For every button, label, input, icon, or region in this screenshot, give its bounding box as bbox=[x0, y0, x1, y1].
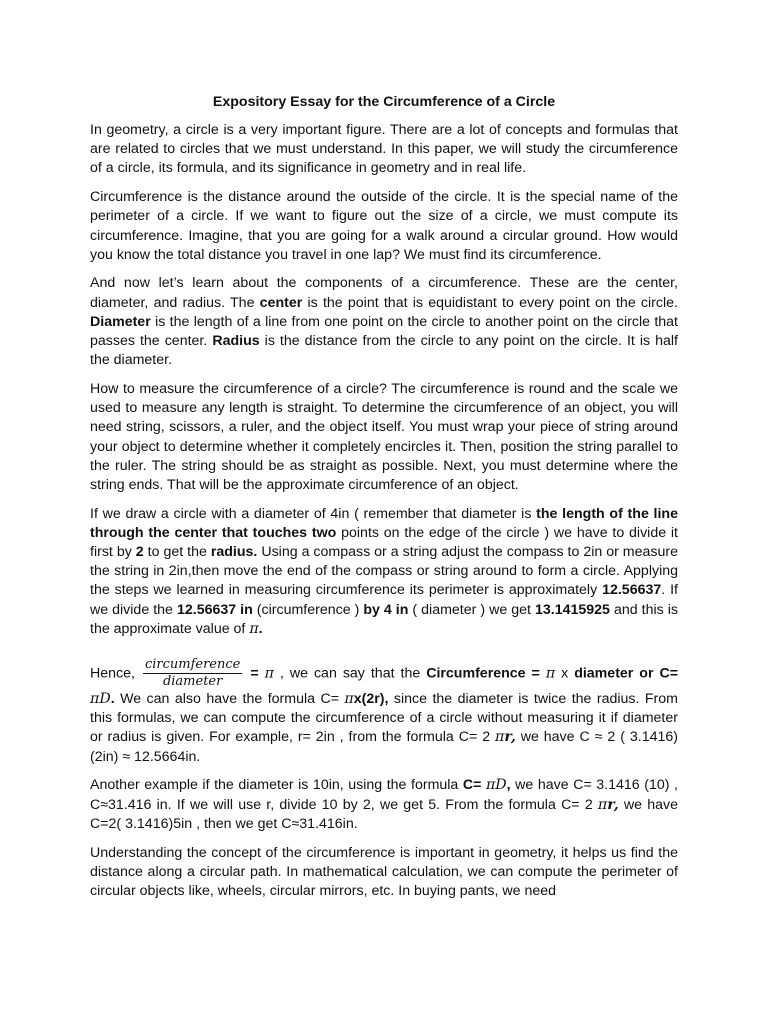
paragraph-definition: Circumference is the distance around the outside of the circle. It is the special name of the perimeter of a circle. If we want to figure out the size of a circle, we must compute its circumference. Imagine, that you are going for a walk around a circular ground. How would you know the total distance you travel in one lap? We must find its circumference. bbox=[90, 189, 678, 263]
paragraph-components bbox=[90, 274, 678, 370]
bold-run: 12.56637 in bbox=[176, 601, 253, 618]
bold-run: diameter or C= bbox=[574, 665, 678, 682]
pi-symbol: π bbox=[264, 665, 274, 682]
text-run: If we draw a circle with a diameter of 4in ( remember that diameter is bbox=[90, 505, 537, 522]
fraction-denominator: diameter bbox=[162, 674, 223, 690]
term-radius: Radius bbox=[212, 333, 260, 350]
bold-run: the length of the line through the center that touches two bbox=[90, 505, 678, 541]
bold-run: = bbox=[250, 665, 259, 682]
text-run: and this is the approximate value of bbox=[90, 601, 678, 637]
term-diameter: Diameter bbox=[90, 313, 151, 330]
text-run: (circumference ) bbox=[252, 601, 364, 618]
text-run: is the point that is equidistant to every point on the circle. bbox=[302, 294, 678, 311]
paragraph-conclusion: Understanding the concept of the circumference is important in geometry, it helps us find the distance along a circular path. In mathematical calculation, we can compute the perimeter of circular objects like, wheels, circular mirrors, etc. In buying pants, we need bbox=[90, 844, 678, 899]
bold-run: , bbox=[506, 777, 511, 794]
pi-symbol: π bbox=[249, 620, 259, 637]
text-run: And now let’s learn about the components of a circumference. These are the center, diameter, and radius. The bbox=[90, 275, 678, 311]
paragraph-intro: In geometry, a circle is a very important figure. There are a lot of concepts and formulas that are related to circles that we must understand. In this paper, we will study the circumference of a circle, its formula, and its significance in geometry and in real life. bbox=[90, 122, 678, 177]
bold-run: radius. bbox=[210, 544, 258, 561]
text-run: We can also have the formula C= bbox=[114, 691, 345, 708]
text-run: is the distance from the circle to any point on the circle. It is half the diameter. bbox=[90, 333, 678, 369]
bold-run: . bbox=[110, 691, 115, 708]
paragraph-example-4in bbox=[90, 505, 678, 639]
essay-title: Expository Essay for the Circumference of a Circle bbox=[212, 94, 556, 110]
bold-run: . bbox=[258, 620, 263, 637]
bold-run: by 4 in bbox=[363, 601, 409, 618]
text-run: , we can say that the bbox=[273, 665, 427, 682]
bold-run: 2 bbox=[135, 544, 144, 561]
math-pi-d: πD bbox=[485, 777, 507, 794]
text-run: to get the bbox=[143, 544, 211, 561]
bold-run: 12.56637 bbox=[602, 582, 662, 599]
bold-run: C= bbox=[462, 777, 482, 794]
term-center: center bbox=[259, 294, 303, 311]
bold-run: Circumference = bbox=[426, 665, 540, 682]
paragraph-measuring: How to measure the circumference of a circle? The circumference is round and the scale we used to measure any length is straight. To determine the circumference of an object, you will need string, scissors, a ruler, and the object itself. You must wrap your piece of string around your object to determine whether it completely encircles it. Then, position the string parallel to the ruler. The string should be as straight as possible. Next, you must determine where the string ends. That will be the approximate circumference of an object. bbox=[90, 380, 678, 493]
pi-symbol: π bbox=[545, 665, 556, 682]
text-run: Using a compass or a string adjust the compass to 2in or measure the string in 2in,then move the end of the compass or string around to form a circle. Applying the steps we learned in measuring circumference its perimeter is approximately bbox=[90, 544, 678, 599]
pi-symbol: π bbox=[495, 729, 505, 746]
text-run: ( diameter ) we get bbox=[408, 601, 535, 618]
bold-run: 13.1415925 bbox=[534, 601, 610, 618]
math-r: r, bbox=[504, 729, 516, 746]
text-run: Hence, bbox=[90, 665, 135, 682]
pi-symbol: π bbox=[344, 691, 354, 708]
text-run: we have C ≈ 2 ( 3.1416)(2in) ≈ 12.5664in. bbox=[90, 729, 678, 765]
math-pi-d: πD bbox=[90, 691, 111, 708]
text-run: Another example if the diameter is 10in, using the formula bbox=[90, 777, 463, 794]
text-run: we have C=2( 3.1416)5in , then we get C≈31.416in. bbox=[90, 796, 678, 832]
bold-run: x(2r), bbox=[353, 691, 389, 708]
pi-symbol: π bbox=[597, 796, 608, 813]
text-run: we have C= 3.1416 (10) , C≈31.416 in. If we will use r, divide 10 by 2, we get 5. From the formula C= 2 bbox=[90, 777, 678, 813]
text-run: points on the edge of the circle ) we have to divide it first by bbox=[90, 524, 679, 561]
text-run: . If we divide the bbox=[90, 582, 678, 618]
text-run: is the length of a line from one point on the circle to another point on the circle that passes the center. bbox=[90, 313, 678, 350]
text-run: x bbox=[555, 665, 575, 682]
fraction-numerator: circumference bbox=[144, 657, 241, 673]
text-run: since the diameter is twice the radius. From this formulas, we can compute the circumference of a circle without measuring it if diameter or radius is given. For example, r= 2in , from the formula C= 2 bbox=[90, 691, 678, 746]
fraction-circumference-over-diameter bbox=[143, 657, 242, 690]
paragraph-example-10in bbox=[90, 776, 678, 834]
paragraph-formula bbox=[90, 657, 678, 767]
math-r: r, bbox=[607, 796, 619, 813]
